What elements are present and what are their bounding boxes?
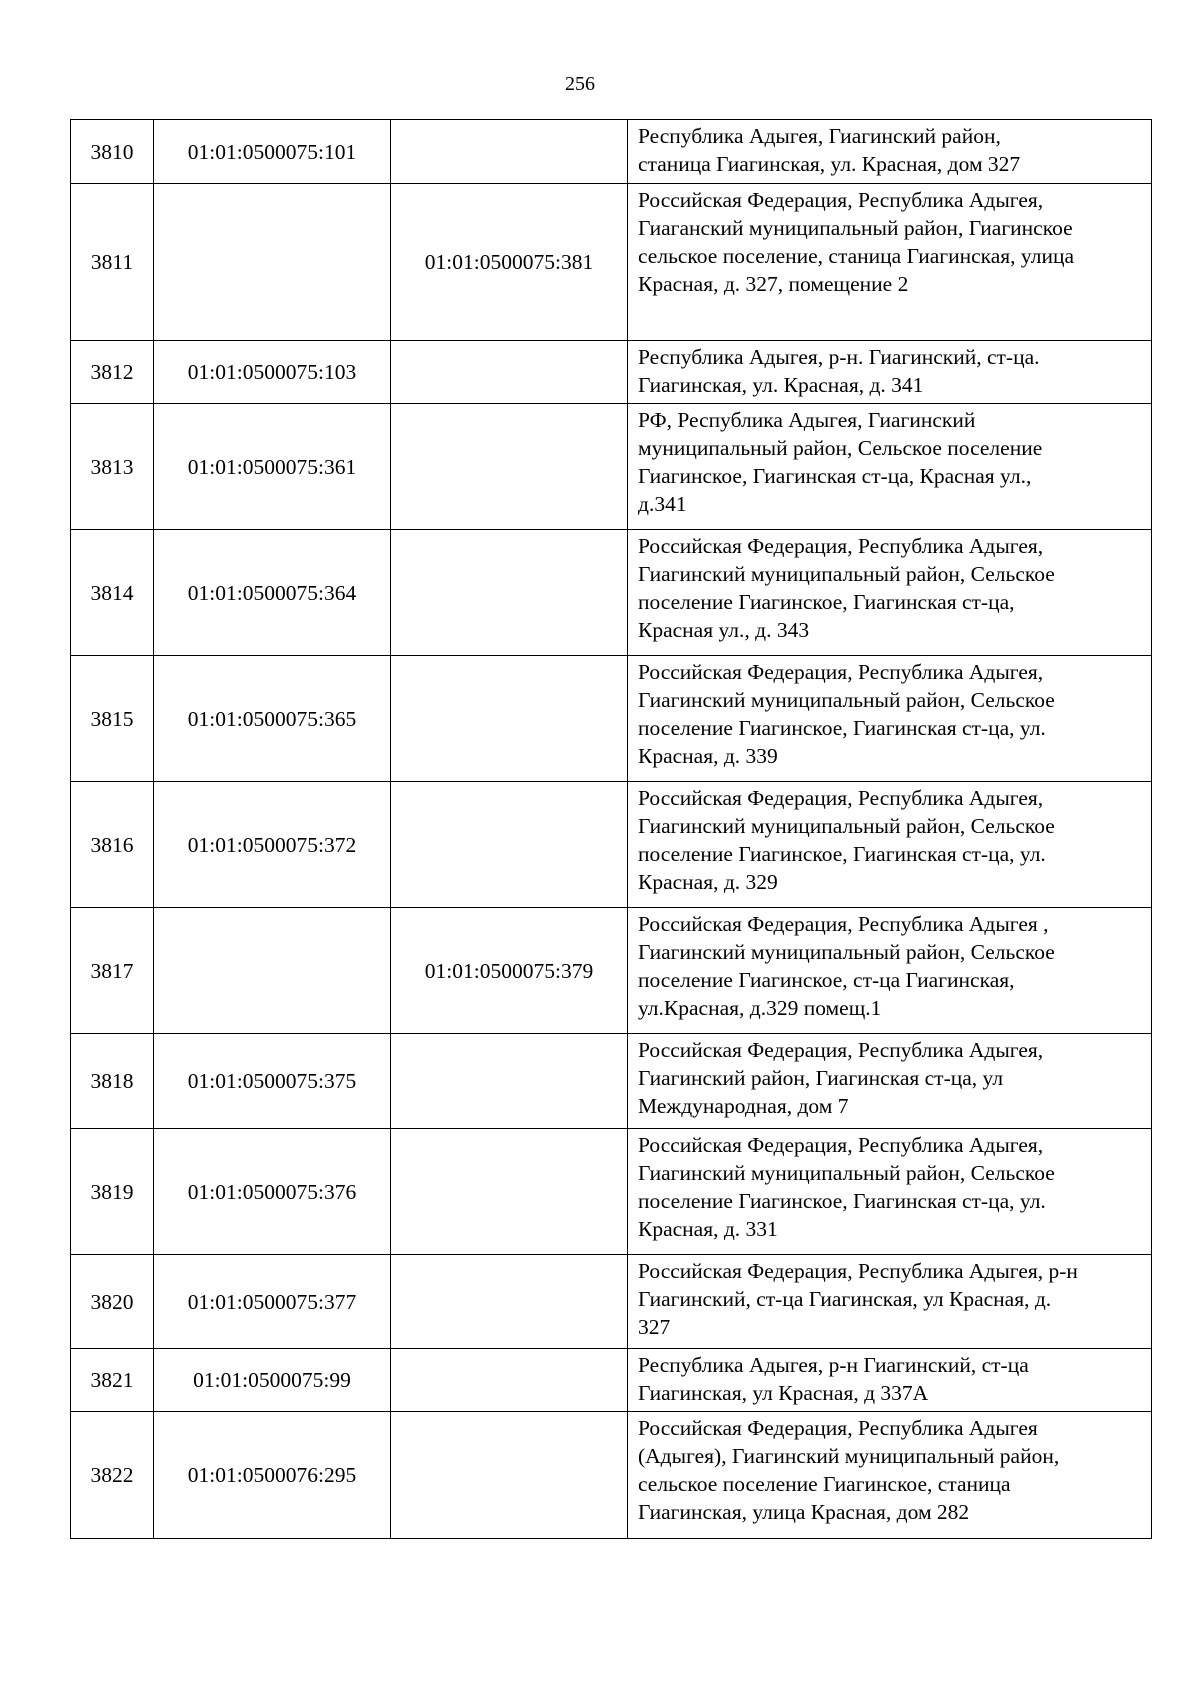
address-line: поселение Гиагинское, Гиагинская ст-ца, ул. [638, 1189, 1046, 1213]
land-cadastral-number-cell [154, 184, 391, 341]
table-row [71, 1129, 1152, 1255]
address-line: Международная, дом 7 [638, 1094, 849, 1118]
address-line: Российская Федерация, Республика Адыгея, [638, 1038, 1044, 1062]
table-row [71, 1255, 1152, 1349]
row-number-cell: 3818 [71, 1034, 154, 1129]
address-line: РФ, Республика Адыгея, Гиагинский [638, 408, 976, 432]
premise-cadastral-number-cell [391, 530, 628, 656]
address-cell [628, 1349, 1152, 1412]
table-row [71, 908, 1152, 1034]
land-cadastral-number-cell: 01:01:0500075:375 [154, 1034, 391, 1129]
address-line: Гиагинский муниципальный район, Сельское [638, 688, 1055, 712]
address-cell [628, 1412, 1152, 1539]
address-line: Российская Федерация, Республика Адыгея, [638, 1133, 1044, 1157]
address-line: поселение Гиагинское, Гиагинская ст-ца, [638, 590, 1015, 614]
row-number-cell: 3812 [71, 341, 154, 404]
address-cell [628, 908, 1152, 1034]
table-row [71, 1034, 1152, 1129]
address-cell [628, 656, 1152, 782]
address-line: Гиагинский муниципальный район, Сельское [638, 940, 1055, 964]
address-line: Российская Федерация, Республика Адыгея , [638, 912, 1049, 936]
address-line: ул.Красная, д.329 помещ.1 [638, 996, 882, 1020]
row-number-cell: 3814 [71, 530, 154, 656]
address-line: Красная, д. 339 [638, 744, 778, 768]
premise-cadastral-number-cell [391, 404, 628, 530]
land-cadastral-number-cell: 01:01:0500075:101 [154, 120, 391, 184]
row-number-cell: 3822 [71, 1412, 154, 1539]
address-cell [628, 1255, 1152, 1349]
table-row [71, 404, 1152, 530]
land-cadastral-number-cell: 01:01:0500075:103 [154, 341, 391, 404]
table-row [71, 782, 1152, 908]
table-row [71, 656, 1152, 782]
address-line: Российская Федерация, Республика Адыгея, р-н [638, 1259, 1078, 1283]
registry-table-body [71, 120, 1152, 1539]
premise-cadastral-number-cell [391, 1129, 628, 1255]
registry-table [70, 119, 1152, 1539]
table-row [71, 120, 1152, 184]
page-number: 256 [565, 73, 595, 95]
address-line: Гиагинский муниципальный район, Сельское [638, 814, 1055, 838]
land-cadastral-number-cell: 01:01:0500075:364 [154, 530, 391, 656]
premise-cadastral-number-cell [391, 1412, 628, 1539]
row-number-cell: 3816 [71, 782, 154, 908]
land-cadastral-number-cell: 01:01:0500075:377 [154, 1255, 391, 1349]
land-cadastral-number-cell [154, 908, 391, 1034]
address-line: Красная, д. 327, помещение 2 [638, 272, 909, 296]
address-line: Гиагинская, ул. Красная, д. 341 [638, 373, 924, 397]
address-cell [628, 782, 1152, 908]
land-cadastral-number-cell: 01:01:0500075:376 [154, 1129, 391, 1255]
address-cell [628, 184, 1152, 341]
address-line: Российская Федерация, Республика Адыгея, [638, 786, 1044, 810]
address-line: Республика Адыгея, р-н. Гиагинский, ст-ца. [638, 345, 1040, 369]
address-line: Красная, д. 329 [638, 870, 778, 894]
premise-cadastral-number-cell: 01:01:0500075:379 [391, 908, 628, 1034]
land-cadastral-number-cell: 01:01:0500075:365 [154, 656, 391, 782]
land-cadastral-number-cell: 01:01:0500075:99 [154, 1349, 391, 1412]
address-line: сельское поселение, станица Гиагинская, улица [638, 244, 1075, 268]
address-line: Красная ул., д. 343 [638, 618, 810, 642]
address-line: Гиагинская, ул Красная, д 337А [638, 1381, 929, 1405]
address-cell [628, 1129, 1152, 1255]
row-number-cell: 3810 [71, 120, 154, 184]
address-cell [628, 404, 1152, 530]
address-line: Гиагинский муниципальный район, Сельское [638, 1161, 1055, 1185]
address-line: Гиагинский район, Гиагинская ст-ца, ул [638, 1066, 1004, 1090]
address-line: поселение Гиагинское, ст-ца Гиагинская, [638, 968, 1015, 992]
address-line: Российская Федерация, Республика Адыгея, [638, 660, 1044, 684]
table-row [71, 1349, 1152, 1412]
row-number-cell: 3820 [71, 1255, 154, 1349]
address-line: Гиагинский муниципальный район, Сельское [638, 562, 1055, 586]
address-line: Российская Федерация, Республика Адыгея [638, 1416, 1038, 1440]
address-cell [628, 1034, 1152, 1129]
address-line: Гиагинский, ст-ца Гиагинская, ул Красная, д. [638, 1287, 1052, 1311]
premise-cadastral-number-cell [391, 656, 628, 782]
address-line: д.341 [638, 492, 687, 516]
address-line: поселение Гиагинское, Гиагинская ст-ца, ул. [638, 716, 1046, 740]
address-line: 327 [638, 1315, 671, 1339]
address-line: Республика Адыгея, р-н Гиагинский, ст-ца [638, 1353, 1029, 1377]
address-line: Республика Адыгея, Гиагинский район, [638, 124, 1001, 148]
land-cadastral-number-cell: 01:01:0500075:372 [154, 782, 391, 908]
premise-cadastral-number-cell [391, 341, 628, 404]
address-line: Российская Федерация, Республика Адыгея, [638, 188, 1044, 212]
table-row [71, 184, 1152, 341]
address-line: Российская Федерация, Республика Адыгея, [638, 534, 1044, 558]
row-number-cell: 3817 [71, 908, 154, 1034]
premise-cadastral-number-cell [391, 1255, 628, 1349]
table-row [71, 341, 1152, 404]
premise-cadastral-number-cell [391, 120, 628, 184]
table-row [71, 1412, 1152, 1539]
address-line: сельское поселение Гиагинское, станица [638, 1472, 1011, 1496]
address-line: (Адыгея), Гиагинский муниципальный район, [638, 1444, 1060, 1468]
address-line: муниципальный район, Сельское поселение [638, 436, 1043, 460]
row-number-cell: 3811 [71, 184, 154, 341]
address-line: поселение Гиагинское, Гиагинская ст-ца, ул. [638, 842, 1046, 866]
row-number-cell: 3815 [71, 656, 154, 782]
premise-cadastral-number-cell [391, 1349, 628, 1412]
address-cell [628, 120, 1152, 184]
address-line: Красная, д. 331 [638, 1217, 778, 1241]
row-number-cell: 3813 [71, 404, 154, 530]
premise-cadastral-number-cell [391, 1034, 628, 1129]
row-number-cell: 3821 [71, 1349, 154, 1412]
address-cell [628, 341, 1152, 404]
address-line: Гиагинское, Гиагинская ст-ца, Красная ул., [638, 464, 1032, 488]
address-cell [628, 530, 1152, 656]
address-line: Гиаганский муниципальный район, Гиагинское [638, 216, 1073, 240]
address-line: Гиагинская, улица Красная, дом 282 [638, 1500, 970, 1524]
land-cadastral-number-cell: 01:01:0500075:361 [154, 404, 391, 530]
table-row [71, 530, 1152, 656]
premise-cadastral-number-cell [391, 782, 628, 908]
premise-cadastral-number-cell: 01:01:0500075:381 [391, 184, 628, 341]
row-number-cell: 3819 [71, 1129, 154, 1255]
land-cadastral-number-cell: 01:01:0500076:295 [154, 1412, 391, 1539]
address-line: станица Гиагинская, ул. Красная, дом 327 [638, 152, 1021, 176]
